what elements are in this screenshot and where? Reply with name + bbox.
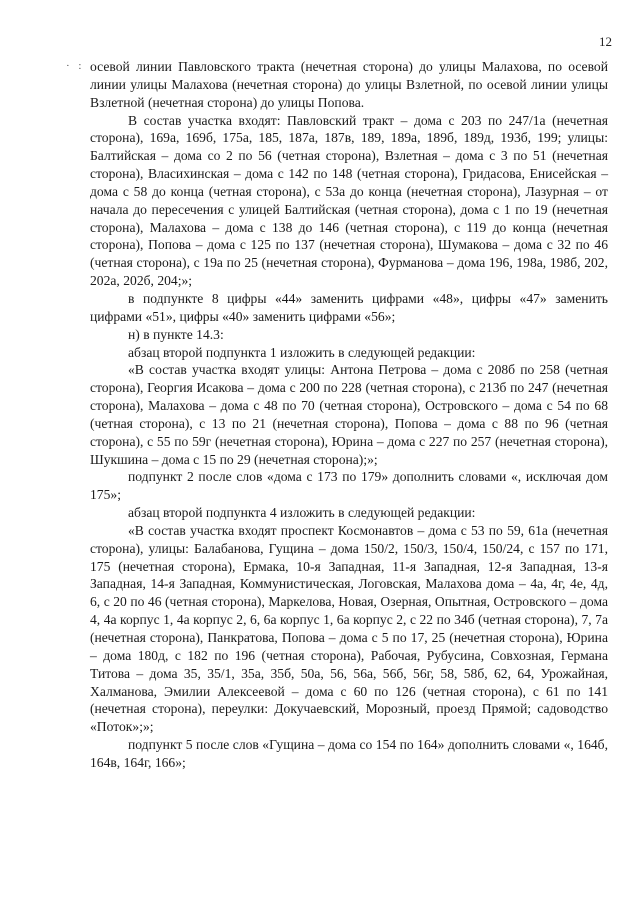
paragraph-section-composition: В состав участка входят: Павловский тракт – дома с 203 по 247/1а (нечетная сторона), 169а, 169б, 175а, 185, 187а, 187в, 189, 189а, 189б, 189д, 193б, 199; улицы: Балтийская – дома со 2 по 56 (четная сторона), Взлетная – дома с 3 по 51 (нечетная сторона), Власихинская – дома с 142 по 148 (четная сторона), Гридасова, Енисейская – дома с 58 до конца (четная сторона), с 53а до конца (нечетная сторона), Лазурная – от начала до пересечения с улицей Балтийская (четная сторона), дома с 1 по 19 (нечетная сторона), Малахова – дома с 138 до 146 (четная сторона), с 119 до конца (нечетная сторона), Попова – дома с 125 по 137 (нечетная сторона), Шумакова – дома с 32 по 46 (четная сторона), с 19а по 25 (нечетная сторона), Фурманова – дома 196, 198а, 198б, 202, 202а, 202б, 204;»; <box>90 112 608 289</box>
paragraph-boundary-continuation: осевой линии Павловского тракта (нечетная сторона) до улицы Малахова, по осевой линии улицы Малахова (нечетная сторона) до улицы Взлетной, по осевой линии улицы Взлетной (нечетная сторона) до улицы Попова. <box>90 59 608 110</box>
page-number: 12 <box>599 34 612 49</box>
paragraph-subpoint-1-text: «В состав участка входят улицы: Антона Петрова – дома с 208б по 258 (четная сторона), Георгия Исакова – дома с 200 по 228 (четная сторона), с 213б по 247 (нечетная сторона), Малахова – дома с 48 по 70 (четная сторона), Островского – дома с 54 по 68 (четная сторона), с 13 по 21 (нечетная сторона), Попова – дома с 88 по 96 (четная сторона), с 55 по 59г (нечетная сторона), Юрина – дома с 227 по 257 (нечетная сторона), Шукшина – дома с 15 по 29 (нечетная сторона);»; <box>90 362 608 467</box>
document-body <box>90 58 608 772</box>
paragraph-subpoint-8-amendment: в подпункте 8 цифры «44» заменить цифрами «48», цифры «47» заменить цифрами «51», цифры «40» заменить цифрами «56»; <box>90 290 608 324</box>
paragraph-subpoint-5-amendment: подпункт 5 после слов «Гущина – дома со 154 по 164» дополнить словами «, 164б, 164в, 164г, 166»; <box>90 737 608 770</box>
paragraph-item-14-3: н) в пункте 14.3: <box>128 326 224 342</box>
paragraph-subpoint-2-amendment: подпункт 2 после слов «дома с 173 по 179» дополнить словами «, исключая дом 175»; <box>90 469 608 503</box>
paragraph-subpoint-4-text: «В состав участка входят проспект Космонавтов – дома с 53 по 59, 61а (нечетная сторона), улицы: Балабанова, Гущина – дома 150/2, 150/3, 150/4, 150/24, с 157 по 171, 175 (нечетная сторона), Ермака, 10-я Западная, 11-я Западная, 12-я Западная, 13-я Западная, 14-я Западная, Коммунистическая, Логовская, Малахова дома – 4а, 4г, 4е, 4д, 6, с 20 по 46 (четная сторона), Маркелова, Новая, Озерная, Опытная, Островского – дома 4, 4а корпус 1, 4а корпус 2, 6, 6а корпус 1, 6а корпус 2, с 22 по 34б (четная сторона), 7, 7а (нечетная сторона), Панкратова, Попова – дома с 5 по 17, 25 (нечетная сторона), Юрина – дома 180д, с 182 по 196 (четная сторона), Рабочая, Рубусина, Совхозная, Германа Титова – дома 35, 35/1, 35а, 35б, 50а, 56, 56а, 56б, 56г, 58, 58б, 62, 64, Урожайная, Халманова, Эмилии Алексеевой – дома с 60 по 126 (четная сторона), с 61 по 141 (нечетная сторона), переулки: Докучаевский, Морозный, проезд Прямой; садоводство «Поток»;»; <box>90 522 608 735</box>
paragraph-subpoint-1-intro: абзац второй подпункта 1 изложить в следующей редакции: <box>128 344 476 360</box>
paragraph-subpoint-4-intro: абзац второй подпункта 4 изложить в следующей редакции: <box>128 505 476 521</box>
margin-mark: · : <box>66 60 85 72</box>
